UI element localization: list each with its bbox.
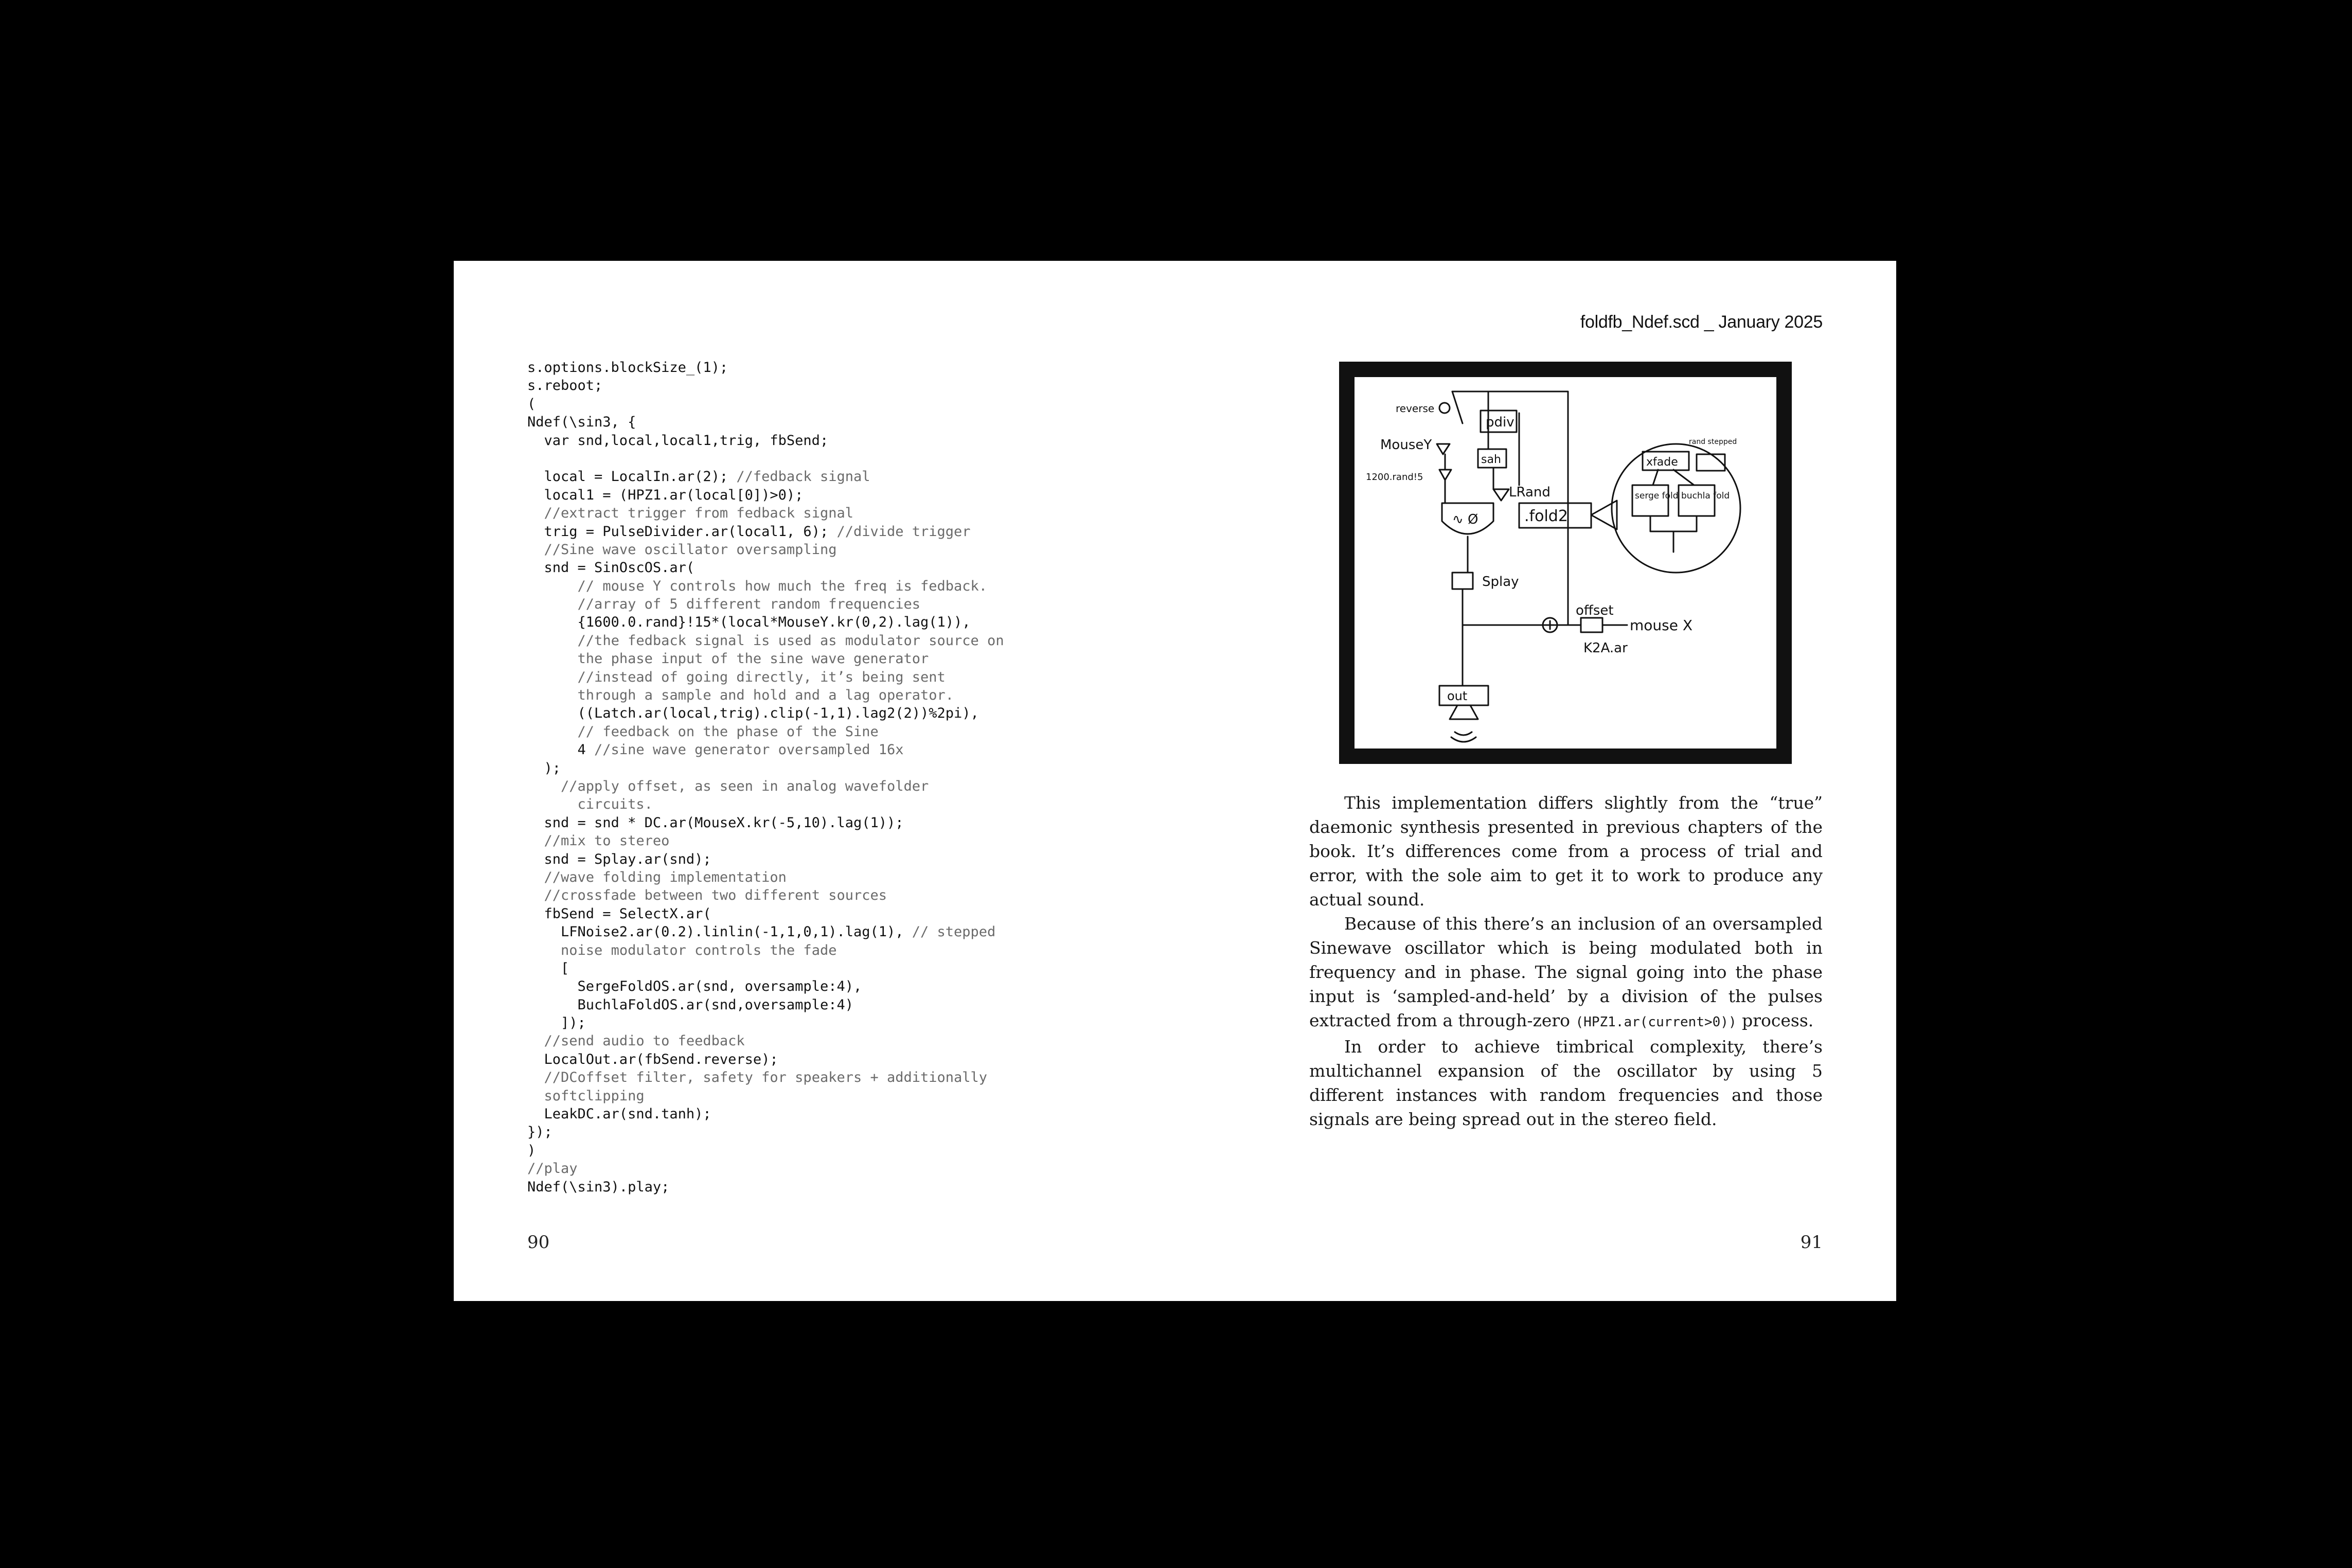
code-line [527,1123,1145,1141]
code-text: ( [527,396,536,412]
code-comment: //send audio to feedback [544,1033,745,1049]
code-line [527,1014,1145,1032]
code-line [527,413,1145,431]
code-text: LocalOut.ar(fbSend.reverse); [527,1051,778,1067]
code-text: BuchlaFoldOS.ar(snd,oversample:4) [527,996,853,1013]
code-text [527,869,544,885]
code-line [527,395,1145,413]
code-line [527,359,1145,377]
code-comment: the phase input of the sine wave generator [577,651,929,667]
code-line [527,632,1145,650]
signal-flow-diagram [1339,362,1792,764]
code-text [527,778,561,794]
code-line [527,941,1145,959]
code-line [527,723,1145,741]
code-line [527,377,1145,395]
code-line [527,1068,1145,1086]
code-text: Ndef(\sin3).play; [527,1179,670,1195]
code-text: SergeFoldOS.ar(snd, oversample:4), [527,978,862,995]
code-line [527,1142,1145,1160]
diagram-label-splay: Splay [1482,574,1519,590]
code-comment: //apply offset, as seen in analog wavefolder [561,778,929,794]
diagram-label-k2a: K2A.ar [1583,640,1628,656]
code-text: local = LocalIn.ar(2); [527,469,737,485]
code-comment: // stepped [912,924,996,940]
code-comment: //array of 5 different random frequencies [577,596,921,613]
code-text [527,651,578,667]
code-comment: // mouse Y controls how much the freq is fedback. [577,578,988,594]
diagram-label-mousey: MouseY [1380,437,1432,453]
code-text [527,505,544,521]
code-comment: through a sample and hold and a lag operator. [577,687,954,704]
code-text [527,1033,544,1049]
code-line [527,595,1145,613]
code-comment: noise modulator controls the fade [561,942,837,958]
code-text: }); [527,1124,553,1141]
code-text: var snd,local,local1,trig, fbSend; [527,432,829,449]
code-text [527,669,578,685]
code-text [527,887,544,903]
code-line [527,977,1145,995]
code-text: snd = SinOscOS.ar( [527,560,695,576]
running-header: foldfb_Ndef.scd _ January 2025 [1580,312,1823,332]
diagram-label-reverse: reverse [1396,402,1435,415]
code-comment: circuits. [577,796,653,813]
code-line [527,832,1145,850]
code-comment: //sine wave generator oversampled 16x [594,742,904,758]
code-line [527,741,1145,759]
code-line [527,850,1145,868]
code-comment: softclipping [544,1088,645,1104]
code-line [527,432,1145,450]
code-comment: //wave folding implementation [544,869,787,885]
diagram-label-mousex: mouse X [1630,617,1693,634]
code-text [527,578,578,594]
code-text: LeakDC.ar(snd.tanh); [527,1106,711,1122]
code-text: [ [527,960,569,976]
code-line [527,686,1145,704]
code-comment: //play [527,1161,578,1177]
inline-code: (HPZ1.ar(current>0)) [1575,1014,1737,1030]
diagram-label-fold2: .fold2 [1524,507,1568,525]
diagram-label-rand-stepped: rand stepped [1689,438,1737,446]
code-line [527,450,1145,468]
code-line [527,959,1145,977]
code-comment: //instead of going directly, it’s being sent [577,669,946,685]
code-line [527,923,1145,941]
body-text [1309,791,1823,1131]
code-text [527,633,578,649]
diagram-label-lrand: LRand [1509,485,1551,500]
code-text: snd = snd * DC.ar(MouseX.kr(-5,10).lag(1)); [527,814,904,831]
page-number-right: 91 [1800,1232,1823,1253]
code-comment: //Sine wave oscillator oversampling [544,541,837,558]
code-text [527,687,578,703]
diagram-label-buchla: buchla fold [1681,491,1730,501]
code-text [527,596,578,612]
code-line [527,1087,1145,1105]
code-line [527,795,1145,813]
code-line [527,668,1145,686]
diagram-label-pdiv: pdiv [1486,415,1514,430]
code-line [527,577,1145,595]
code-text: LFNoise2.ar(0.2).linlin(-1,1,0,1).lag(1), [527,924,912,940]
code-line [527,650,1145,668]
code-text [527,942,561,958]
code-line [527,559,1145,577]
diagram-label-sah: sah [1481,453,1501,466]
code-text: ); [527,760,561,776]
code-comment: //the fedback signal is used as modulator source on [577,632,1004,649]
code-text: ]); [527,1015,586,1031]
code-line [527,504,1145,522]
code-text: s.options.blockSize_(1); [527,360,728,376]
code-line [527,996,1145,1014]
code-text: local1 = (HPZ1.ar(local[0])>0); [527,487,804,503]
code-comment: //crossfade between two different sources [544,887,887,904]
code-text [527,1088,544,1104]
code-line [527,523,1145,541]
code-line [527,704,1145,722]
code-text: fbSend = SelectX.ar( [527,905,711,922]
code-text: trig = PulseDivider.ar(local1, 6); [527,523,837,540]
diagram-label-serge: serge fold [1635,491,1679,501]
code-line [527,759,1145,777]
code-text: snd = Splay.ar(snd); [527,851,711,867]
paragraph-3: In order to achieve timbrical complexity, there’s multichannel expansion of the oscillator by using 5 different instances with random frequencies and those signals are being spread out in the stereo field. [1309,1037,1823,1129]
book-spread [454,261,1896,1301]
code-text [527,542,544,558]
code-line [527,541,1145,559]
code-text [527,833,544,849]
diagram-label-osc: ∿ Ø [1452,512,1478,527]
code-text [527,1070,544,1085]
code-text: ((Latch.ar(local,trig).clip(-1,1).lag2(2))%2pi), [527,705,979,722]
code-line [527,1160,1145,1178]
code-comment: //extract trigger from fedback signal [544,505,853,522]
code-line [527,886,1145,904]
code-line [527,777,1145,795]
diagram-label-out: out [1447,689,1468,703]
code-line [527,868,1145,886]
code-line [527,1178,1145,1196]
code-line [527,905,1145,923]
code-line [527,814,1145,832]
code-text [527,724,578,740]
code-text: ) [527,1142,536,1159]
code-text: s.reboot; [527,378,603,394]
code-line [527,1050,1145,1068]
code-text: Ndef(\sin3, { [527,414,636,431]
code-comment: //DCoffset filter, safety for speakers + additionally [544,1070,988,1086]
code-text [527,796,578,812]
page-number-left: 90 [527,1232,550,1253]
code-text: {1600.0.rand}!15*(local*MouseY.kr(0,2).lag(1)), [527,614,971,631]
code-comment: //fedback signal [736,469,870,485]
code-line [527,1105,1145,1123]
diagram-drawing [1355,377,1776,749]
diagram-label-xfade: xfade [1646,456,1678,469]
paragraph-2: Because of this there’s an inclusion of an oversampled Sinewave oscillator which is being modulated both in frequency and in phase. The signal going into the phase input is ‘sampled-and-held’ by a division of the pulses extracted from a through-zero (HPZ1.ar(current>0)) process. [1309,914,1823,1030]
code-comment: //mix to stereo [544,833,670,849]
code-text: 4 [527,742,595,758]
code-comment: //divide trigger [836,523,971,540]
diagram-label-offset: offset [1576,603,1614,618]
code-listing [527,359,1145,1196]
code-line [527,468,1145,486]
code-line [527,613,1145,631]
code-comment: // feedback on the phase of the Sine [577,723,879,740]
code-line [527,486,1145,504]
code-line [527,1032,1145,1050]
diagram-label-rand: 1200.rand!5 [1366,472,1423,483]
paragraph-1: This implementation differs slightly from the “true” daemonic synthesis presented in previous chapters of the book. It’s differences come from a process of trial and error, with the sole aim to get it to work to produce any actual sound. [1309,793,1823,910]
